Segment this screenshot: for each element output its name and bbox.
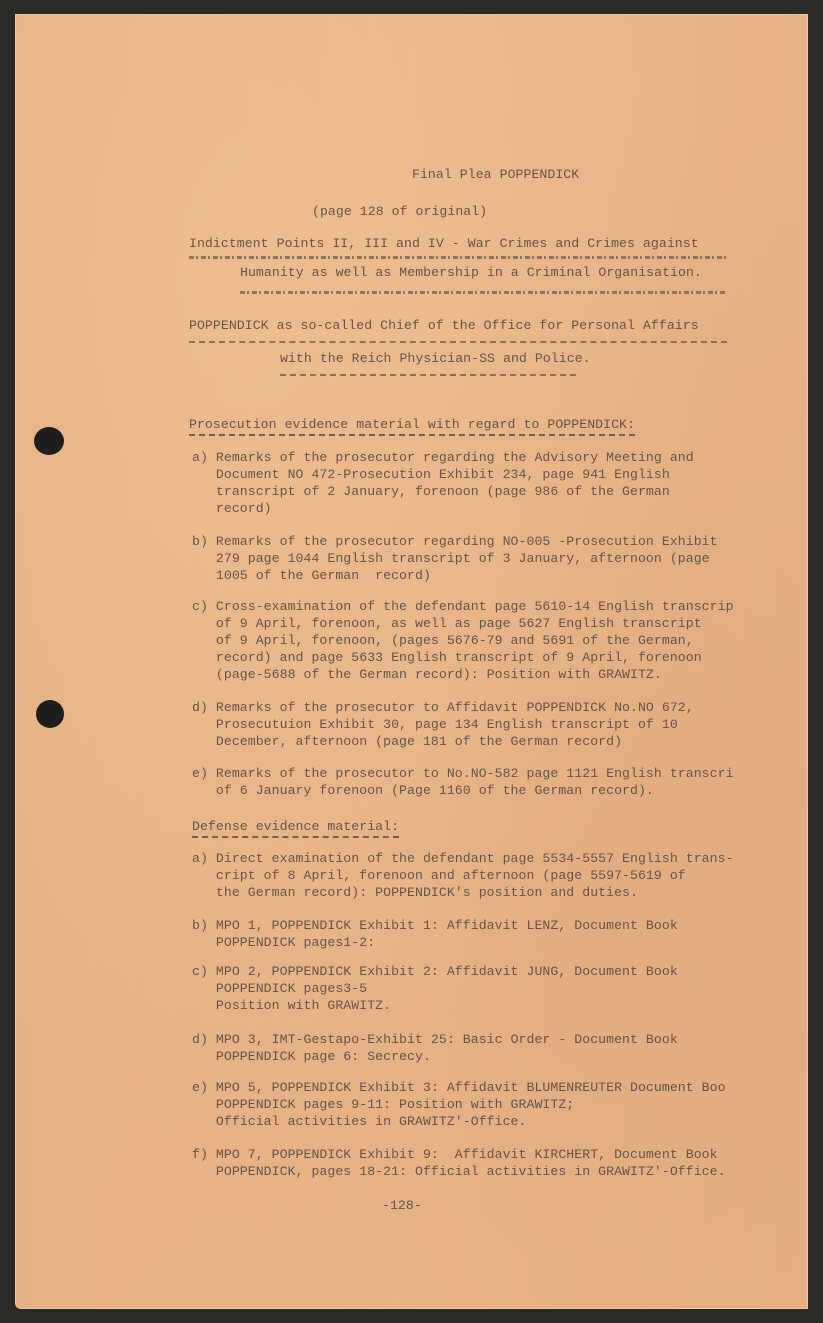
- page-reference: (page 128 of original): [312, 204, 488, 219]
- subject-underline-1: [189, 341, 727, 343]
- page-number: -128-: [382, 1198, 422, 1213]
- subject-underline-2: [280, 374, 576, 376]
- subject-line-1: POPPENDICK as so-called Chief of the Office for Personal Affairs: [189, 318, 699, 333]
- indictment-underline-1: [189, 256, 727, 259]
- document-title: Final Plea POPPENDICK: [412, 167, 580, 182]
- punch-hole-top: [34, 427, 64, 455]
- prosecution-heading: Prosecution evidence material with regard to POPPENDICK:: [189, 416, 635, 436]
- indictment-line-2: Humanity as well as Membership in a Criminal Organisation.: [240, 265, 702, 280]
- indictment-underline-2: [240, 291, 727, 294]
- punch-hole-bottom: [36, 700, 64, 728]
- subject-line-2: with the Reich Physician-SS and Police.: [280, 351, 591, 366]
- indictment-line-1: Indictment Points II, III and IV - War Crimes and Crimes against: [189, 236, 699, 251]
- defense-heading: Defense evidence material:: [192, 818, 399, 838]
